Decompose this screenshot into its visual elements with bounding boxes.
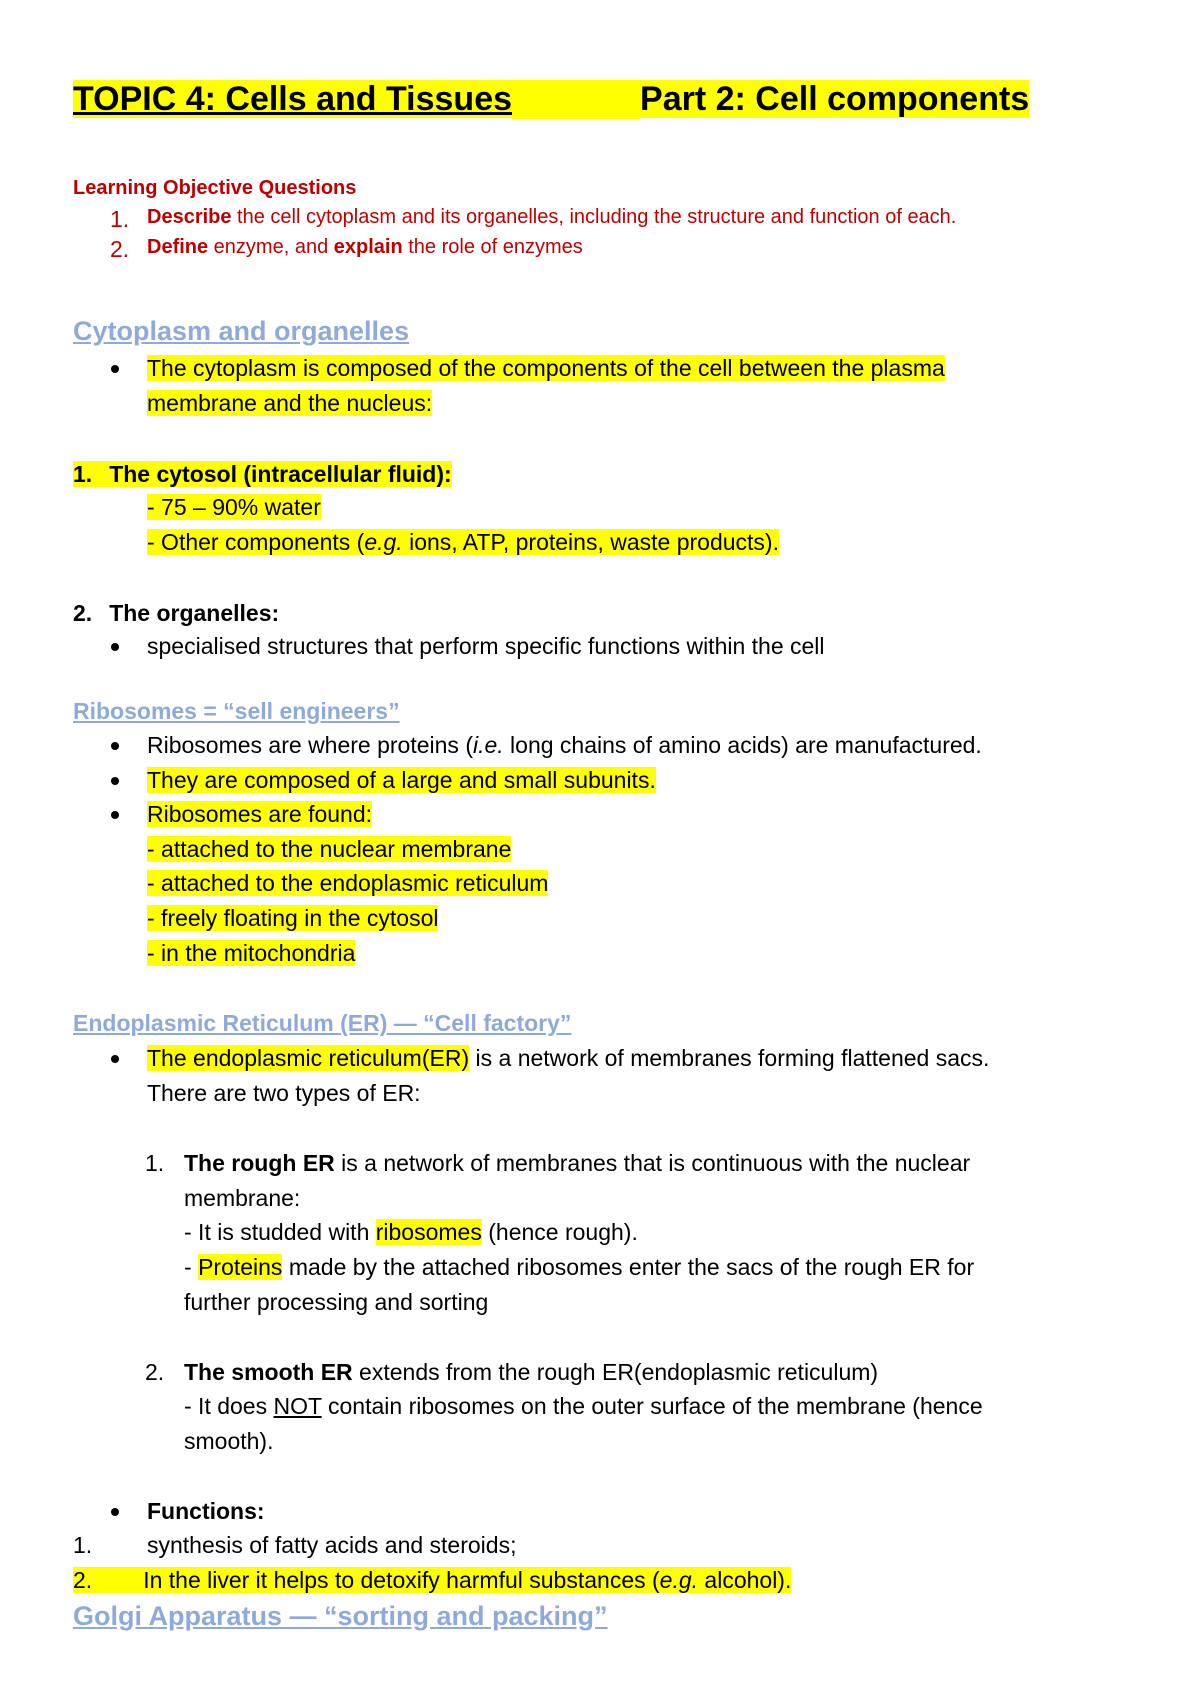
smooth-er-line1 <box>184 1359 878 1385</box>
bullet-icon <box>111 777 119 785</box>
highlighted-text: The cytoplasm is composed of the components of the cell between the plasma <box>147 355 945 381</box>
highlighted-text: - in the mitochondria <box>147 940 356 966</box>
highlighted-text: - 75 – 90% water <box>147 494 321 520</box>
section-heading-golgi: Golgi Apparatus — “sorting and packing” <box>73 1601 608 1631</box>
smooth-er-number: 2. <box>145 1359 165 1385</box>
rough-er-line5: further processing and sorting <box>184 1289 489 1315</box>
ribosomes-found-item <box>147 940 355 966</box>
section-heading-er: Endoplasmic Reticulum (ER) — “Cell factory” <box>73 1010 572 1036</box>
bullet-icon <box>111 1055 119 1063</box>
text: extends from the rough ER(endoplasmic reticulum) <box>352 1359 879 1385</box>
cytosol-label: The cytosol (intracellular fluid): <box>109 461 452 487</box>
title-line <box>73 80 1029 119</box>
highlighted-text: - attached to the nuclear membrane <box>147 836 512 862</box>
ribosomes-bullet-2 <box>147 767 656 793</box>
objective-1 <box>147 206 956 229</box>
highlighted-text: - Other components ( <box>147 529 365 555</box>
rough-er-line2: membrane: <box>184 1185 301 1211</box>
topic-title: TOPIC 4: Cells and Tissues <box>73 80 513 118</box>
ribosomes-bullet-3 <box>147 801 372 827</box>
section-heading-cytoplasm: Cytoplasm and organelles <box>73 316 410 346</box>
organelles-heading <box>73 600 279 626</box>
bullet-icon <box>111 811 119 819</box>
objective-text: the cell cytoplasm and its organelles, including the structure and function of each. <box>231 206 957 228</box>
organelles-bullet: specialised structures that perform specific functions within the cell <box>147 633 825 659</box>
highlighted-text: membrane and the nucleus: <box>147 390 433 416</box>
text: contain ribosomes on the outer surface of the membrane (hence <box>321 1393 983 1419</box>
objective-2 <box>147 236 583 259</box>
cytoplasm-bullet-line2 <box>147 390 432 416</box>
rough-er-line1 <box>184 1150 970 1176</box>
cytosol-line2 <box>147 529 779 555</box>
bullet-icon <box>111 1508 119 1516</box>
cytosol-line1 <box>147 494 321 520</box>
ribosomes-found-item <box>147 836 511 862</box>
objective-number: 2. <box>110 236 130 262</box>
text: made by the attached ribosomes enter the sacs of the rough ER for <box>282 1254 975 1280</box>
highlighted-text: ions, ATP, proteins, waste products). <box>402 529 779 555</box>
num-gap <box>92 461 109 487</box>
text: - It is studded with <box>184 1219 376 1245</box>
objective-text: enzyme, and <box>208 236 334 258</box>
er-bullet-line1 <box>147 1045 989 1071</box>
objective-text: the role of enzymes <box>402 236 583 258</box>
functions-label: Functions: <box>147 1498 265 1524</box>
smooth-er-line3: smooth). <box>184 1428 274 1454</box>
rough-er-number: 1. <box>145 1150 165 1176</box>
er-bullet-line2: There are two types of ER: <box>147 1080 421 1106</box>
function-number: 2. <box>73 1567 93 1593</box>
title-gap <box>512 80 640 119</box>
text: Ribosomes are where proteins ( <box>147 732 473 758</box>
rough-er-line3 <box>184 1219 638 1245</box>
smooth-er-label: The smooth ER <box>184 1359 353 1385</box>
smooth-er-line2 <box>184 1393 983 1419</box>
bullet-icon <box>111 643 119 651</box>
text: i.e. <box>472 732 504 758</box>
highlighted-text: They are composed of a large and small subunits. <box>147 767 656 793</box>
text: is a network of membranes that is continuous with the nuclear <box>334 1150 971 1176</box>
text: - <box>184 1254 199 1280</box>
highlighted-text: ribosomes <box>375 1219 482 1245</box>
highlighted-text: Ribosomes are found: <box>147 801 373 827</box>
ribosomes-bullet-1 <box>147 732 982 758</box>
organelles-number: 2. <box>73 600 93 626</box>
rough-er-label: The rough ER <box>184 1150 335 1176</box>
highlighted-text: e.g. <box>364 529 403 555</box>
highlighted-text: e.g. <box>659 1567 699 1593</box>
num-gap <box>92 1567 143 1593</box>
ribosomes-found-item <box>147 870 548 896</box>
text: long chains of amino acids) are manufactured. <box>503 732 982 758</box>
objective-verb: Define <box>147 236 209 258</box>
highlighted-text: - attached to the endoplasmic reticulum <box>147 870 549 896</box>
text: - It does <box>184 1393 274 1419</box>
bullet-icon <box>111 742 119 750</box>
objective-verb: explain <box>333 236 403 258</box>
organelles-label: The organelles: <box>109 600 280 626</box>
objective-verb: Describe <box>147 206 232 228</box>
highlighted-text: The endoplasmic reticulum(ER) <box>147 1045 470 1071</box>
highlighted-text: alcohol). <box>698 1567 792 1593</box>
text: (hence rough). <box>481 1219 638 1245</box>
part-title: Part 2: Cell components <box>640 80 1030 118</box>
objective-number: 1. <box>110 206 130 232</box>
bullet-icon <box>111 365 119 373</box>
num-gap <box>92 600 109 626</box>
function-number: 1. <box>73 1532 93 1558</box>
text: is a network of membranes forming flattened sacs. <box>469 1045 990 1071</box>
underlined-text: NOT <box>273 1393 322 1419</box>
objectives-heading: Learning Objective Questions <box>73 177 357 199</box>
cytosol-heading <box>73 461 452 487</box>
highlighted-text: Proteins <box>198 1254 283 1280</box>
cytosol-number: 1. <box>73 461 93 487</box>
function-2 <box>73 1567 791 1593</box>
function-1: synthesis of fatty acids and steroids; <box>147 1532 517 1558</box>
highlighted-text: In the liver it helps to detoxify harmful substances ( <box>143 1567 660 1593</box>
ribosomes-found-item <box>147 905 438 931</box>
section-heading-ribosomes: Ribosomes = “sell engineers” <box>73 698 400 724</box>
highlighted-text: - freely floating in the cytosol <box>147 905 439 931</box>
cytoplasm-bullet-line1 <box>147 355 945 381</box>
rough-er-line4 <box>184 1254 974 1280</box>
